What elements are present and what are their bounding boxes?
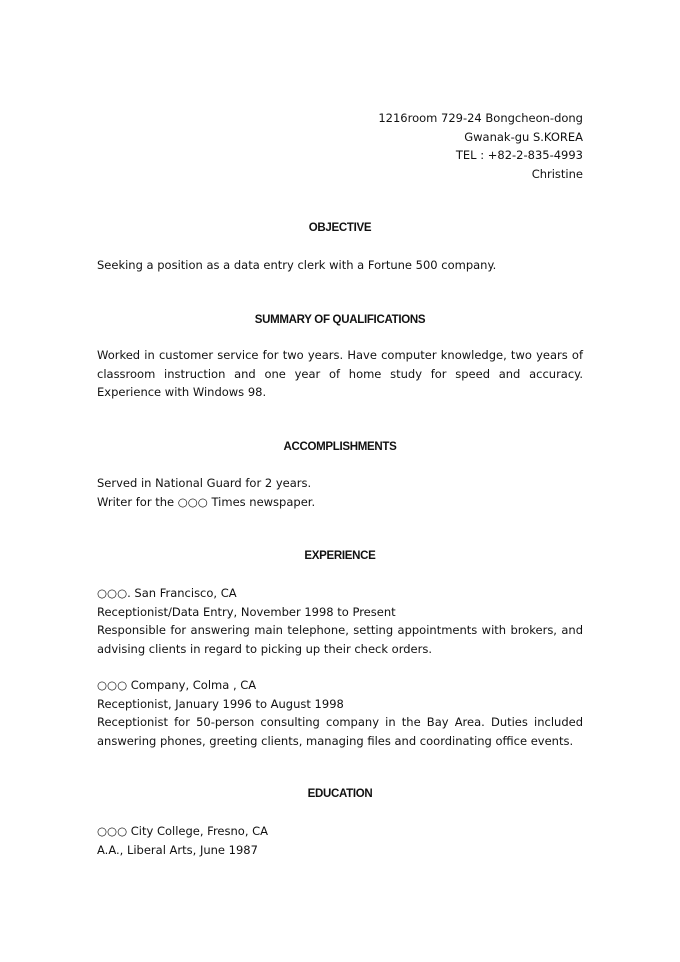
summary-text (97, 346, 583, 402)
summary-heading: SUMMARY OF QUALIFICATIONS (254, 314, 426, 326)
address-block (283, 109, 583, 183)
objective-heading: OBJECTIVE (308, 222, 372, 234)
job-description: Receptionist for 50-person consulting company in the Bay Area. Duties included answering phones, greeting clients, managing files and coordinating office events. (97, 715, 583, 748)
summary-paragraph: Worked in customer service for two years. Have computer knowledge, two years of classroom instruction and one year of home study for speed and accuracy. Experience with Windows 98. (97, 348, 583, 399)
applicant-name: Christine (531, 166, 583, 181)
experience-list (97, 584, 583, 750)
address-line: 1216room 729-24 Bongcheon-dong (378, 111, 583, 125)
accomplishment-item: Served in National Guard for 2 years. (97, 476, 312, 490)
address-line: Gwanak-gu S.KOREA (464, 129, 583, 144)
objective-text (97, 256, 583, 275)
accomplishments-list (97, 474, 583, 511)
job-company: ○○○ Company, Colma , CA (97, 678, 257, 692)
education-block (97, 822, 583, 859)
accomplishment-item: Writer for the ○○○ Times newspaper. (97, 494, 316, 509)
experience-heading: EXPERIENCE (304, 550, 376, 562)
education-school: ○○○ City College, Fresno, CA (97, 824, 269, 838)
job-title: Receptionist/Data Entry, November 1998 to Present (97, 604, 396, 619)
accomplishments-heading: ACCOMPLISHMENTS (283, 441, 397, 453)
job-title: Receptionist, January 1996 to August 1998 (97, 696, 344, 711)
job-description: Responsible for answering main telephone, setting appointments with brokers, and advising clients in regard to picking up their check orders. (97, 623, 583, 656)
education-degree: A.A., Liberal Arts, June 1987 (97, 842, 258, 857)
job-company: ○○○. San Francisco, CA (97, 586, 237, 600)
objective-paragraph: Seeking a position as a data entry clerk with a Fortune 500 company. (97, 258, 497, 272)
education-heading: EDUCATION (307, 788, 373, 800)
phone-line: TEL : +82-2-835-4993 (455, 148, 583, 162)
